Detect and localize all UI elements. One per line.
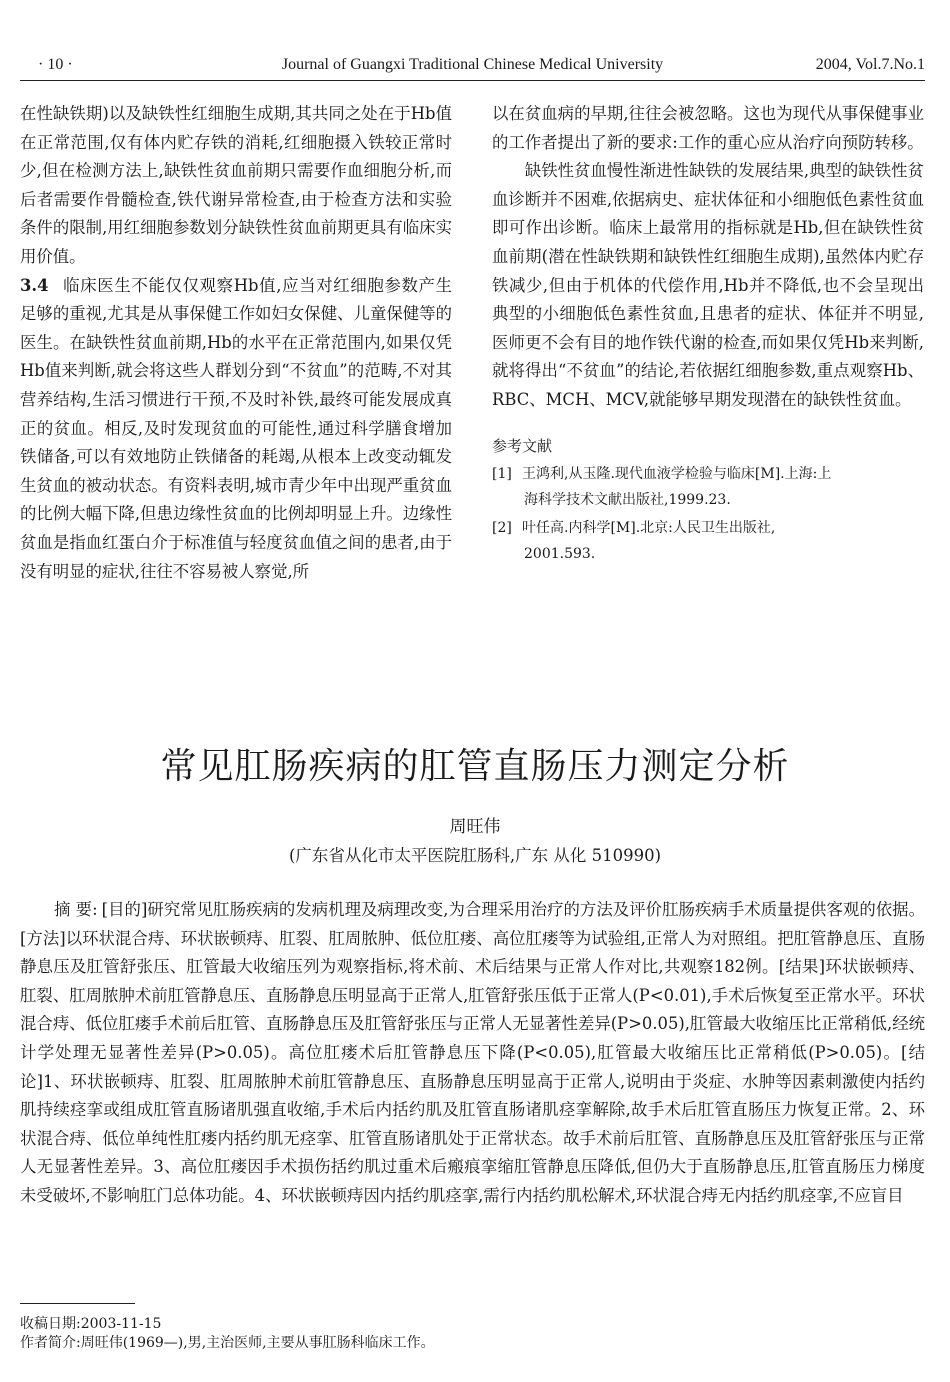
- abstract: [20, 896, 925, 1211]
- left-column: [20, 100, 452, 586]
- abstract-label: 摘 要:: [54, 900, 98, 919]
- section-number: 3.4: [20, 275, 49, 295]
- article-author: 周旺伟: [449, 817, 501, 837]
- footnotes: [20, 1315, 925, 1353]
- section-3-4-text: 临床医生不能仅仅观察Hb值,应当对红细胞参数产生足够的重视,尤其是从事保健工作如妇女保健、儿童保健等的医生。在缺铁性贫血前期,Hb的水平在正常范围内,如果仅凭Hb值来判断,就会将这些人群划分到“不贫血”的范畴,不对其营养结构,生活习惯进行干预,不及时补铁,最终可能发展成真正的贫血。相反,及时发现贫血的可能性,通过科学膳食增加铁储备,可以有效地防止铁储备的耗竭,从根本上改变动辄发生贫血的被动状态。有资料表明,城市青少年中出现严重贫血的比例大幅下降,但患边缘性贫血的比例却明显上升。边缘性贫血是指血红蛋白介于标准值与轻度贫血值之间的患者,由于没有明显的症状,往往不容易被人察觉,所: [20, 275, 452, 581]
- page-number: · 10 ·: [38, 56, 73, 73]
- reference-text-line2: 海科学技术文献出版社,1999.23.: [524, 491, 731, 508]
- right-column: [492, 100, 924, 567]
- section-3-4: [20, 272, 452, 587]
- reference-text-line2: 2001.593.: [524, 545, 596, 562]
- left-paragraph-1: 在性缺铁期)以及缺铁性红细胞生成期,其共同之处在于Hb值在正常范围,仅有体内贮存铁的消耗,红细胞摄入铁较正常时少,但在检测方法上,缺铁性贫血前期只需要作血细胞分析,而后者需要作骨髓检查,铁代谢异常检查,由于检查方法和实验条件的限制,用红细胞参数划分缺铁性贫血前期更具有临床实用价值。: [20, 104, 452, 266]
- reference-text-line1: 王鸿利,从玉隆.现代血液学检验与临床[M].上海:上: [522, 465, 832, 482]
- reference-item: [492, 515, 924, 567]
- author-affiliation: (广东省从化市太平医院肛肠科,广东 从化 510990): [288, 846, 662, 865]
- footnote-rule: [20, 1303, 135, 1304]
- reference-text-line1: 叶任高.内科学[M].北京:人民卫生出版社,: [522, 519, 776, 536]
- reference-number: [2]: [492, 519, 512, 536]
- reference-number: [1]: [492, 465, 512, 482]
- reference-item: [492, 461, 924, 513]
- running-header: [20, 56, 925, 78]
- author-bio: 作者简介:周旺伟(1969—),男,主治医师,主要从事肛肠科临床工作。: [20, 1335, 435, 1351]
- header-rule: [20, 80, 925, 81]
- right-paragraph-1: 以在贫血病的早期,往往会被忽略。这也为现代从事保健事业的工作者提出了新的要求:工作的重心应从治疗向预防转移。: [492, 104, 924, 152]
- abstract-text: [目的]研究常见肛肠疾病的发病机理及病理改变,为合理采用治疗的方法及评价肛肠疾病手术质量提供客观的依据。[方法]以环状混合痔、环状嵌顿痔、肛裂、肛周脓肿、低位肛瘘、高位肛瘘等为试验组,正常人为对照组。把肛管静息压、直肠静息压及肛管舒张压、肛管最大收缩压列为观察指标,将术前、术后结果与正常人作对比,共观察182例。[结果]环状嵌顿痔、肛裂、肛周脓肿术前肛管静息压、直肠静息压明显高于正常人,肛管舒张压低于正常人(P<0.01),手术后恢复至正常水平。环状混合痔、低位肛瘘手术前后肛管、直肠静息压及肛管舒张压与正常人无显著性差异(P>0.05),肛管最大收缩压比正常稍低,经统计学处理无显著性差异(P>0.05)。高位肛瘘术后肛管静息压下降(P<0.05),肛管最大收缩压比正常稍低(P>0.05)。[结论]1、环状嵌顿痔、肛裂、肛周脓肿术前肛管静息压、直肠静息压明显高于正常人,说明由于炎症、水肿等因素刺激使内括约肌持续痉挛或组成肛管直肠诸肌强直收缩,手术后内括约肌及肛管直肠诸肌痉挛解除,故手术后肛管直肠压力恢复正常。2、环状混合痔、低位单纯性肛瘘内括约肌无痉挛、肛管直肠诸肌处于正常状态。故手术前后肛管、直肠静息压及肛管舒张压与正常人无显著性差异。3、高位肛瘘因手术损伤括约肌过重术后瘢痕挛缩肛管静息压降低,但仍大于直肠静息压,肛管直肠压力梯度未受破坏,不影响肛门总体功能。4、环状嵌顿痔因内括约肌痉挛,需行内括约肌松解术,环状混合痔无内括约肌痉挛,不应盲目: [20, 900, 926, 1205]
- received-date: 收稿日期:2003-11-15: [20, 1316, 162, 1332]
- volume-info: 2004, Vol.7.No.1: [815, 56, 925, 73]
- right-paragraph-2: 缺铁性贫血慢性渐进性缺铁的发展结果,典型的缺铁性贫血诊断并不困难,依据病史、症状体征和小细胞低色素性贫血即可作出诊断。临床上最常用的指标就是Hb,但在缺铁性贫血前期(潜在性缺铁期和缺铁性红细胞生成期),虽然体内贮存铁减少,但由于机体的代偿作用,Hb并不降低,也不会呈现出典型的小细胞低色素性贫血,且患者的症状、体征并不明显,医师更不会有目的地作铁代谢的检查,而如果仅凭Hb来判断,就将得出“不贫血”的结论,若依据红细胞参数,重点观察Hb、RBC、MCH、MCV,就能够早期发现潜在的缺铁性贫血。: [492, 161, 924, 409]
- journal-name: Journal of Guangxi Traditional Chinese Medical University: [281, 56, 664, 73]
- references-heading: 参考文献: [492, 436, 553, 455]
- article-title: 常见肛肠疾病的肛管直肠压力测定分析: [160, 746, 790, 787]
